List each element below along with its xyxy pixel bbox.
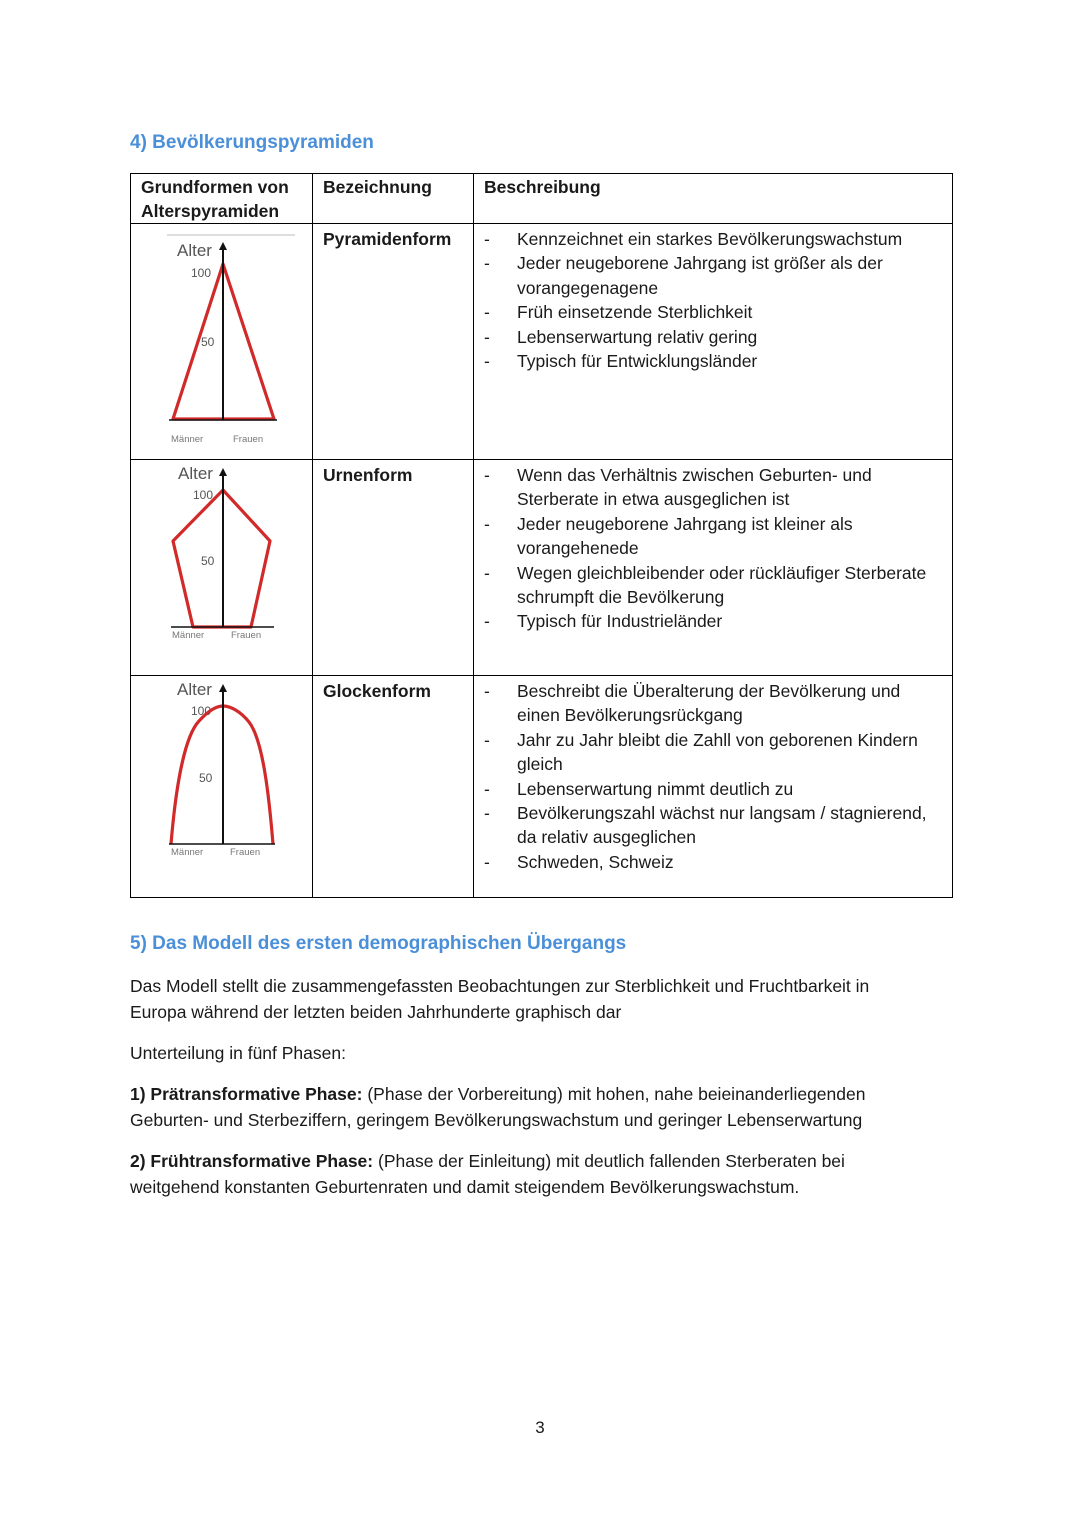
phase-text: (Phase der Einleitung) mit deutlich fallenden Sterberaten bei weitgehend konstanten Geburtenraten und damit steigendem Bevölkerungswachstum. (130, 1151, 845, 1197)
axis-arrow-icon (219, 468, 227, 476)
men-label: Männer (172, 630, 205, 641)
phase-label: 1) Prätransformative Phase: (130, 1084, 363, 1104)
section-4-title: 4) Bevölkerungspyramiden (130, 132, 374, 153)
section-5-intro: Das Modell stellt die zusammengefassten Beobachtungen zur Sterblichkeit und Fruchtbarkeit in Europa während der letzten beiden Jahrhunderte graphisch dar (130, 976, 870, 1022)
list-item: - Jeder neugeborene Jahrgang ist größer als der vorangegenagene (482, 251, 944, 300)
women-label: Frauen (231, 630, 262, 641)
age-axis-label: Alter (177, 241, 212, 260)
urn-shape-cell (131, 460, 313, 676)
men-label: Männer (171, 434, 204, 445)
table-row (131, 676, 953, 898)
age-50-label: 50 (201, 335, 215, 349)
shape-description (474, 676, 953, 898)
list-item: - Wenn das Verhältnis zwischen Geburten- und Sterberate in etwa ausgeglichen ist (482, 463, 944, 512)
header-shapes: Grundformen von Alterspyramiden (131, 174, 313, 224)
list-item: - Kennzeichnet ein starkes Bevölkerungswachstum (482, 227, 944, 251)
phase-2-paragraph (130, 1148, 930, 1200)
table-row (131, 460, 953, 676)
description-list (482, 227, 944, 373)
shape-description (474, 224, 953, 460)
women-label: Frauen (233, 434, 264, 445)
age-axis-label: Alter (178, 464, 213, 483)
list-item: - Typisch für Entwicklungsländer (482, 349, 944, 373)
age-100-label: 100 (191, 704, 212, 718)
list-item: - Jeder neugeborene Jahrgang ist kleiner als vorangehenede (482, 512, 944, 561)
urn-outline (173, 490, 270, 627)
age-50-label: 50 (199, 771, 213, 785)
list-item: - Beschreibt die Überalterung der Bevölkerung und einen Bevölkerungsrückgang (482, 679, 944, 728)
population-pyramid-table (130, 173, 953, 898)
age-100-label: 100 (191, 266, 212, 280)
phase-1-paragraph (130, 1081, 930, 1133)
header-name: Bezeichnung (313, 174, 474, 224)
bell-shape-cell (131, 676, 313, 898)
pyramid-diagram (131, 224, 311, 454)
age-axis-label: Alter (177, 680, 212, 699)
description-list (482, 463, 944, 634)
shape-description (474, 460, 953, 676)
phase-text: (Phase der Vorbereitung) mit hohen, nahe beieinanderliegenden Geburten- und Sterbeziffern, geringem Bevölkerungswachstum und geringer Lebenserwartung (130, 1084, 866, 1130)
table-row (131, 224, 953, 460)
description-list (482, 679, 944, 874)
list-item: - Lebenserwartung nimmt deutlich zu (482, 777, 944, 801)
list-item: - Schweden, Schweiz (482, 850, 944, 874)
men-label: Männer (171, 847, 204, 858)
phases-subdivision: Unterteilung in fünf Phasen: (130, 1043, 346, 1063)
shape-name: Urnenform (313, 460, 474, 676)
women-label: Frauen (230, 847, 261, 858)
pyramid-shape-cell (131, 224, 313, 460)
urn-diagram (131, 460, 311, 670)
list-item: - Früh einsetzende Sterblichkeit (482, 300, 944, 324)
page-number: 3 (535, 1418, 545, 1437)
age-50-label: 50 (201, 554, 215, 568)
list-item: - Wegen gleichbleibender oder rückläufiger Sterberate schrumpft die Bevölkerung (482, 561, 944, 610)
section-5-title: 5) Das Modell des ersten demographischen Übergangs (130, 933, 627, 954)
phase-label: 2) Frühtransformative Phase: (130, 1151, 374, 1171)
list-item: - Bevölkerungszahl wächst nur langsam / stagnierend, da relativ ausgeglichen (482, 801, 944, 850)
header-description: Beschreibung (474, 174, 953, 224)
list-item: - Typisch für Industrieländer (482, 609, 944, 633)
shape-name: Pyramidenform (313, 224, 474, 460)
bell-diagram (131, 676, 311, 892)
list-item: - Lebenserwartung relativ gering (482, 325, 944, 349)
list-item: - Jahr zu Jahr bleibt die Zahll von geborenen Kindern gleich (482, 728, 944, 777)
axis-arrow-icon (219, 242, 227, 250)
shape-name: Glockenform (313, 676, 474, 898)
age-100-label: 100 (193, 488, 214, 502)
axis-arrow-icon (219, 684, 227, 692)
table-header-row (131, 174, 953, 224)
